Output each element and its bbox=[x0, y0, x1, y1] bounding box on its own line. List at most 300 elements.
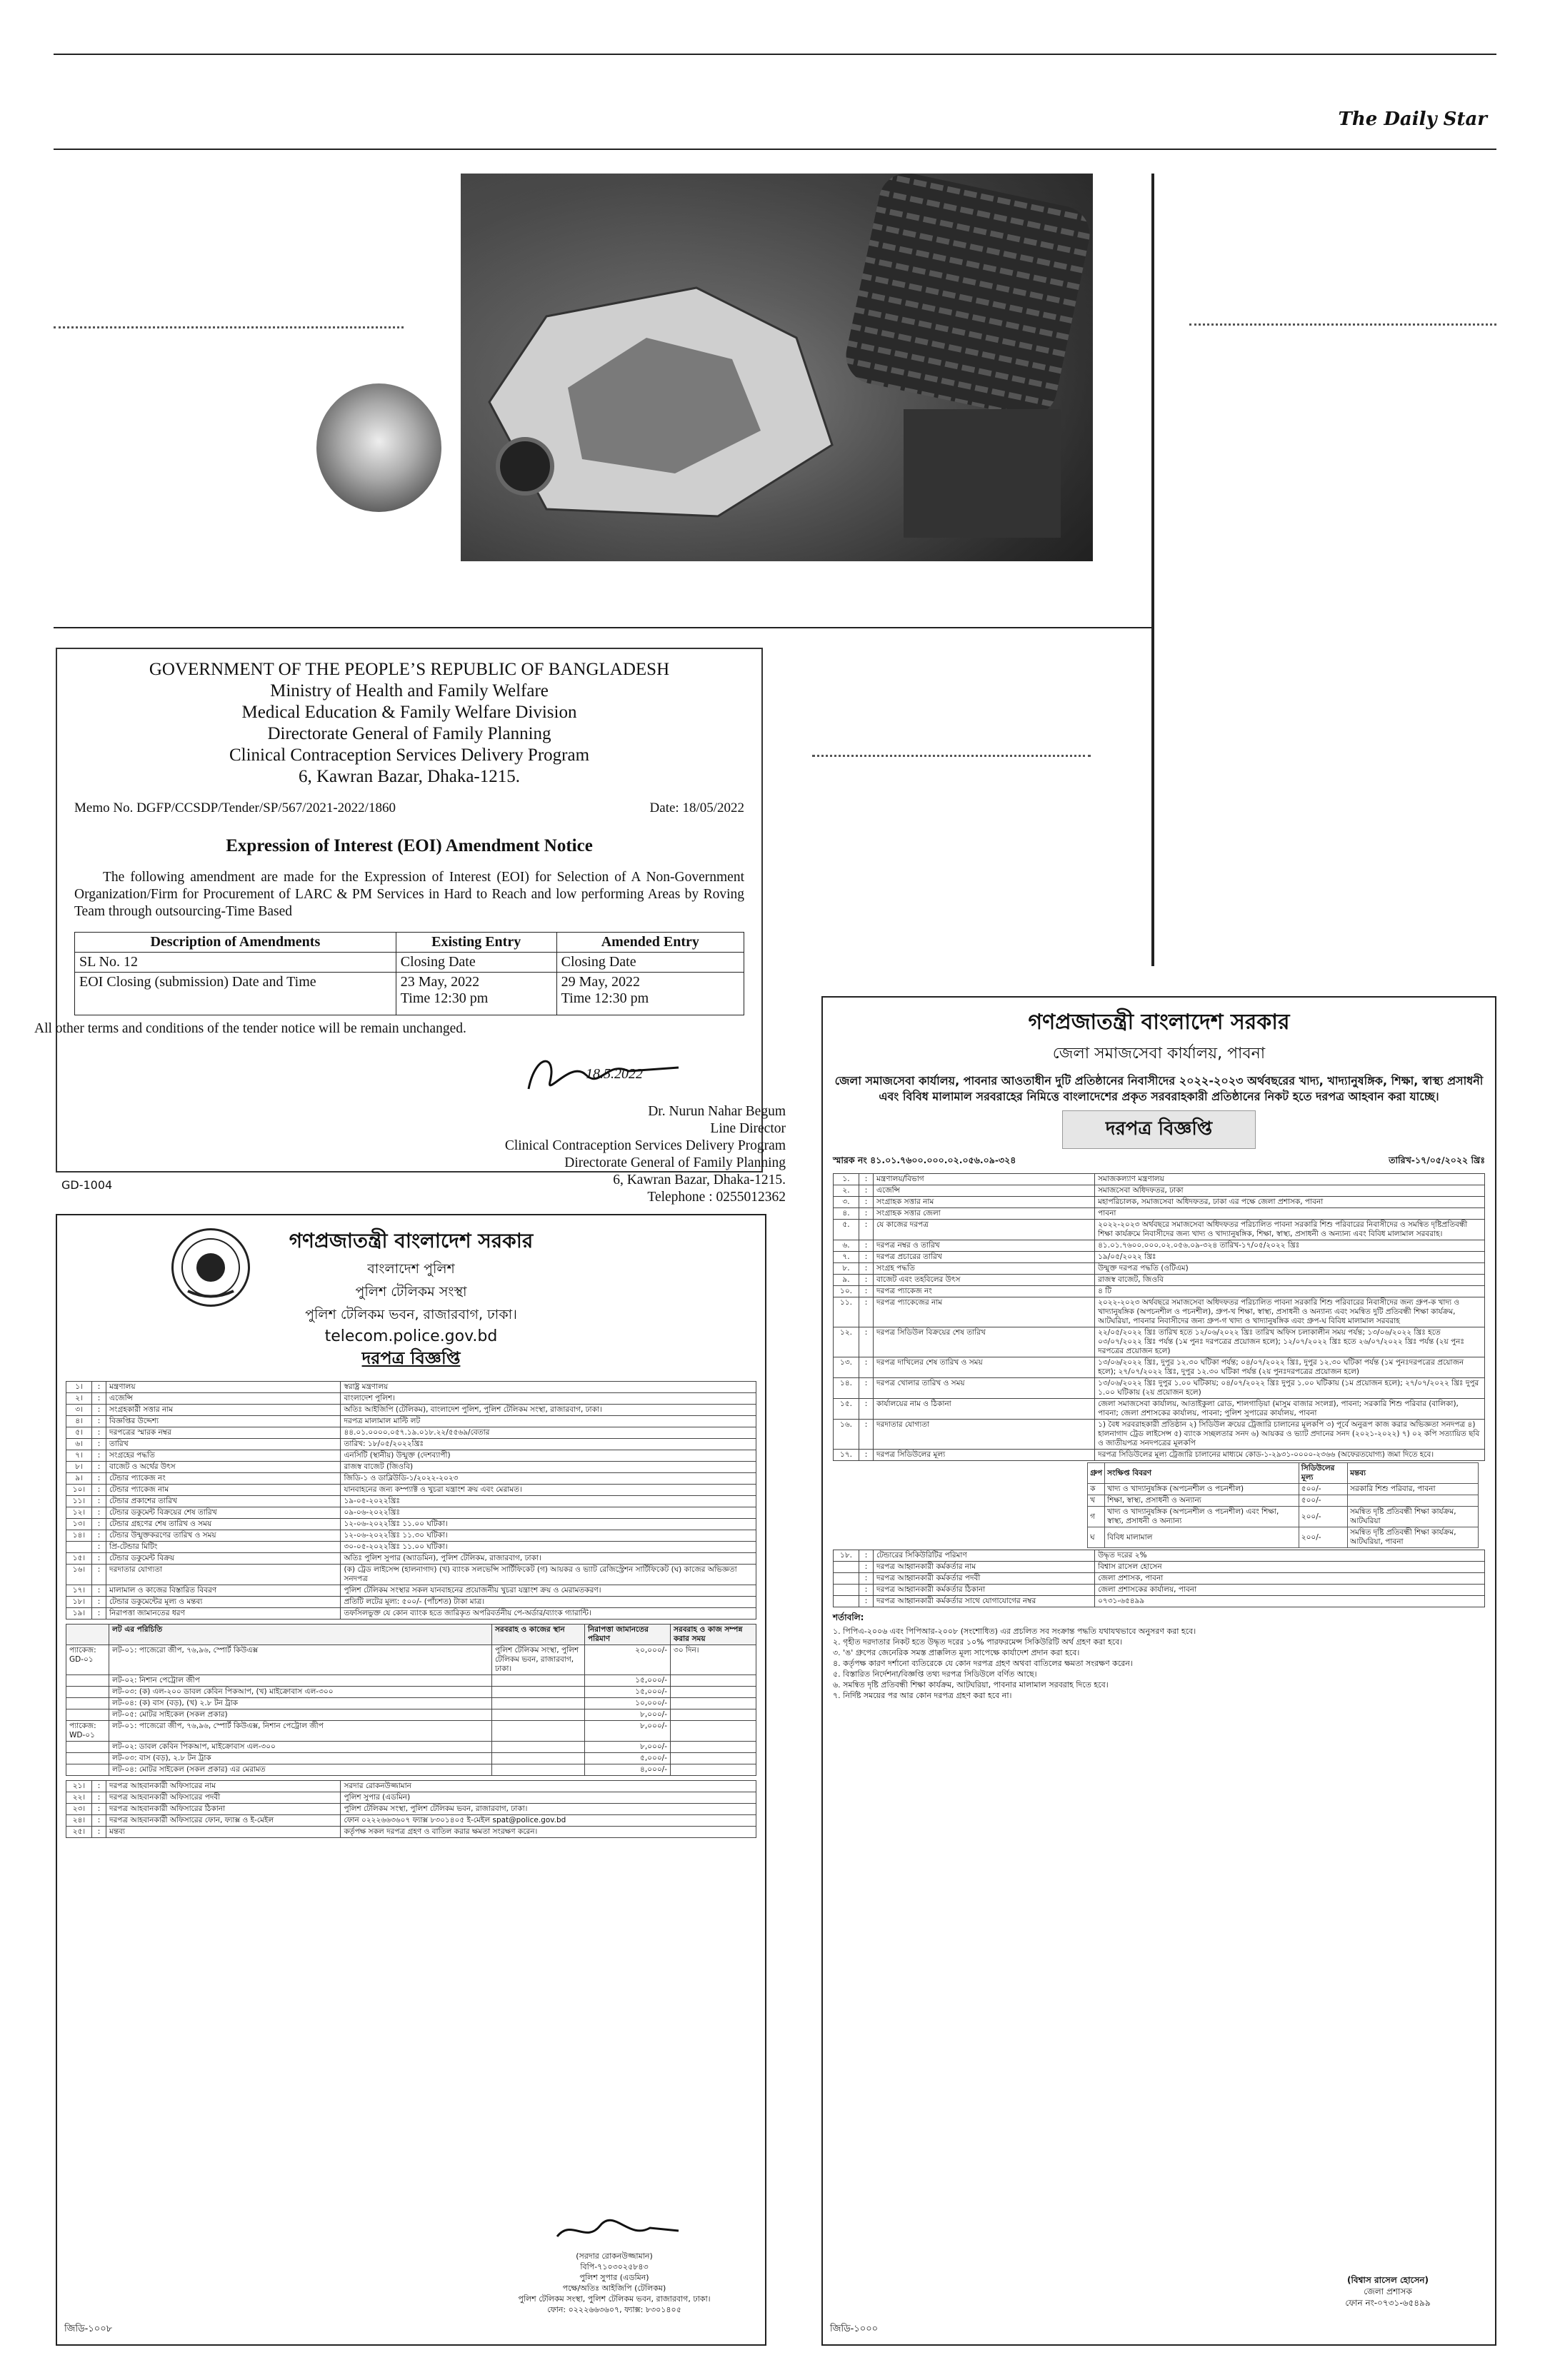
row-number: ২৫। bbox=[66, 1827, 92, 1838]
term-item: ৩. 'ঙ' গ্রুপের জেনেরিক সমস্ত প্রাক্কলিত মূল্য সাপেক্ষে কার্যাদেশ প্রদান করা হবে। bbox=[833, 1648, 1080, 1657]
table-row bbox=[834, 1252, 1485, 1263]
eoi-sign-block bbox=[500, 1103, 786, 1206]
row-value: জেলা সমাজসেবা কার্যালয়, আতাইকুলা রোড, শালগাড়িয়া (মাসুম বাজার সংলগ্ন), পাবনা; সরকারি শিশু পরিবার (বালিকা), পাবনা; জেলা প্রশাসকের কার্যালয়, পাবনা; পুলিশ সুপারের কার্যালয়, পাবনা bbox=[1095, 1399, 1485, 1420]
row-value: ১২-০৬-২০২২খ্রিঃ ১১.০০ ঘটিকা। bbox=[341, 1519, 756, 1530]
row-colon: : bbox=[92, 1405, 106, 1416]
table-row bbox=[834, 1420, 1485, 1450]
row-label: সংগ্রহের পদ্ধতি bbox=[106, 1450, 341, 1462]
eoi-body: The following amendment are made for the Expression of Interest (EOI) for Selection of A Non-Government Organization/Firm for Procurement of LARC & PM Services in Hard to Reach and low performing Areas by Roving Team through outsourcing-Time Based bbox=[74, 870, 744, 919]
separator-dots bbox=[1189, 323, 1496, 326]
police-signer-name: (সরদার রোকনউজ্জামান) bbox=[576, 2251, 653, 2261]
price-col-header: সিডিউলের মূল্য bbox=[1299, 1463, 1347, 1484]
row-value: ১২-০৬-২০২২খ্রিঃ ১১.৩০ ঘটিকা। bbox=[341, 1530, 756, 1542]
table-row bbox=[66, 1427, 756, 1439]
table-row bbox=[66, 1507, 756, 1519]
table-row bbox=[834, 1562, 1485, 1573]
row-label: টেন্ডার উন্মুক্তকরণের তারিখ ও সময় bbox=[106, 1530, 341, 1542]
row-number: ১৩। bbox=[66, 1519, 92, 1530]
police-signer-phone: ফোন: ০২২২৬৬৩৬০৭, ফ্যাক্স: ৮৩০১৪০৫ bbox=[547, 2305, 681, 2314]
row-value: প্রতিটি লটের মূল্য: ৫০০/- (পাঁচশত) টাকা মাত্র। bbox=[341, 1597, 756, 1608]
row-colon: : bbox=[859, 1240, 874, 1252]
lot-col-pkg bbox=[66, 1625, 109, 1645]
row-colon: : bbox=[92, 1542, 106, 1553]
row-colon: : bbox=[859, 1420, 874, 1450]
pabna-code: জিডি-১০০০ bbox=[830, 2324, 879, 2334]
accident-photo bbox=[461, 174, 1093, 561]
row-number: ২৪। bbox=[66, 1815, 92, 1827]
row-colon: : bbox=[859, 1327, 874, 1357]
lot-col-place: সরবরাহ ও কাজের স্থান bbox=[492, 1625, 585, 1645]
row-label: দরপত্র দাখিলের শেষ তারিখ ও সময় bbox=[874, 1357, 1095, 1378]
row-number: ১১. bbox=[834, 1297, 859, 1327]
term-item: ৬. সমন্বিত দৃষ্টি প্রতিবন্ধী শিক্ষা কার্যক্রম, আটঘরিয়া, পাবনার মালামাল সরবরাহ দিতে হবে। bbox=[833, 1680, 1109, 1689]
price-cell: গ bbox=[1088, 1507, 1105, 1527]
masthead-rule bbox=[54, 149, 1496, 150]
row-number: ১৬. bbox=[834, 1420, 859, 1450]
row-label: দরপত্র প্যাকেজ নং bbox=[874, 1286, 1095, 1297]
row-label: দরপত্র প্রচারের তারিখ bbox=[874, 1252, 1095, 1263]
row-label: দরপত্র আহবানকারী অফিসারের পদবী bbox=[106, 1792, 341, 1804]
lot-time bbox=[671, 1742, 756, 1753]
row-colon: : bbox=[859, 1562, 874, 1573]
row-label: দরপত্র খোলার তারিখ ও সময় bbox=[874, 1378, 1095, 1399]
row-label: দরপত্র আহবানকারী অফিসারের ফোন, ফ্যাক্স ও ই-মেইল bbox=[106, 1815, 341, 1827]
lot-time bbox=[671, 1687, 756, 1698]
row-value: (ক) ট্রেড লাইসেন্স (হালনাগাদ) (খ) ব্যাংক সলভেন্সি সার্টিফিকেট (গ) আয়কর ও ভ্যাট রেজিস্ট্রেশন সার্টিফিকেট (ঘ) কাজের অভিজ্ঞতা সনদপত্র bbox=[341, 1565, 756, 1585]
table-row bbox=[66, 1542, 756, 1553]
signature-date: 18.5.2022 bbox=[586, 1066, 643, 1082]
pabna-tender-notice bbox=[821, 996, 1496, 2346]
police-website: telecom.police.gov.bd bbox=[324, 1327, 498, 1345]
lot-row bbox=[66, 1675, 756, 1687]
table-row bbox=[834, 1596, 1485, 1607]
row-value: ০৯-০৬-২০২২খ্রিঃ bbox=[341, 1507, 756, 1519]
price-cell: সমন্বিত দৃষ্টি প্রতিবন্ধী শিক্ষা কার্যক্রম, আটঘরিয়া bbox=[1348, 1507, 1479, 1527]
signer-address: 6, Kawran Bazar, Dhaka-1215. bbox=[613, 1173, 786, 1188]
row-colon: : bbox=[92, 1565, 106, 1585]
price-cell: ৫০০/- bbox=[1299, 1484, 1347, 1495]
row-value: উদ্ধৃত দরের ২% bbox=[1095, 1550, 1485, 1562]
row-number: ২১। bbox=[66, 1781, 92, 1792]
pabna-signer-title: জেলা প্রশাসক bbox=[1364, 2286, 1412, 2296]
table-row bbox=[834, 1185, 1485, 1197]
row-value: দরপত্র মালামাল মাল্টি লট bbox=[341, 1416, 756, 1427]
row-label: টেন্ডার গ্রহণের শেষ তারিখ ও সময় bbox=[106, 1519, 341, 1530]
row-amended: Closing Date bbox=[556, 953, 744, 973]
row-colon: : bbox=[92, 1439, 106, 1450]
lot-description: লট-০২: নিশান পেট্রোল জীপ bbox=[109, 1675, 492, 1687]
price-cell: খ bbox=[1088, 1495, 1105, 1507]
table-row bbox=[834, 1174, 1485, 1185]
existing-date: 23 May, 2022 bbox=[400, 974, 480, 990]
row-value: ৪৪.০১.০০০০.০৫৭.১৯.০১৮.২২/৫৫৬৯/বেতার bbox=[341, 1427, 756, 1439]
lot-security: ৮,০০০/- bbox=[585, 1742, 671, 1753]
lot-security: ৪,০০০/- bbox=[585, 1764, 671, 1776]
police-signature bbox=[486, 2215, 743, 2315]
eoi-memo-number: Memo No. DGFP/CCSDP/Tender/SP/567/2021-2022/1860 bbox=[74, 800, 396, 815]
lot-package: প্যাকেজ: GD-০১ bbox=[66, 1645, 109, 1675]
lot-package: প্যাকেজ: WD-০১ bbox=[66, 1721, 109, 1742]
lot-package bbox=[66, 1675, 109, 1687]
row-colon: : bbox=[92, 1597, 106, 1608]
lot-security: ২০,০০০/- bbox=[585, 1645, 671, 1675]
row-number: ৯। bbox=[66, 1473, 92, 1485]
price-cell bbox=[1348, 1495, 1479, 1507]
lot-place bbox=[492, 1721, 585, 1742]
row-label: যে কাজের দরপত্র bbox=[874, 1220, 1095, 1240]
row-value: জেলা প্রশাসকের কার্যালয়, পাবনা bbox=[1095, 1585, 1485, 1596]
row-label: দরপত্রের স্মারক নম্বর bbox=[106, 1427, 341, 1439]
amendment-table bbox=[74, 932, 744, 1015]
row-number: ১০। bbox=[66, 1485, 92, 1496]
row-value: কর্তৃপক্ষ সকল দরপত্র গ্রহণ ও বাতিল করার ক্ষমতা সংরক্ষণ করেন। bbox=[341, 1827, 756, 1838]
price-cell: ২০০/- bbox=[1299, 1527, 1347, 1548]
signer-title: Line Director bbox=[710, 1121, 786, 1136]
row-label: সংগ্রাহক সত্তার নাম bbox=[874, 1197, 1095, 1208]
table-row bbox=[66, 1792, 756, 1804]
row-colon: : bbox=[92, 1485, 106, 1496]
lot-col-desc: লট এর পরিচিতি bbox=[109, 1625, 492, 1645]
row-value: রাজস্ব বাজেট (জিওবি) bbox=[341, 1462, 756, 1473]
row-value: ১৯/০৫/২০২২ খ্রিঃ bbox=[1095, 1252, 1485, 1263]
row-existing bbox=[396, 973, 556, 1015]
police-signer-address: পুলিশ টেলিকম সংস্থা, পুলিশ টেলিকম ভবন, রাজারবাগ, ঢাকা। bbox=[518, 2294, 711, 2304]
lot-time bbox=[671, 1698, 756, 1709]
price-row bbox=[1088, 1507, 1479, 1527]
lot-row bbox=[66, 1698, 756, 1709]
row-colon: : bbox=[92, 1393, 106, 1405]
lot-place bbox=[492, 1698, 585, 1709]
lot-security: ১৫,০০০/- bbox=[585, 1675, 671, 1687]
row-value: দরপত্র সিডিউলের মূল্য ট্রেজারি চালানের মাধ্যমে কোড-১-২৯৩১-০০০০-২৩৬৬ (অফেরতযোগ্য) জমা দিতে হবে। bbox=[1095, 1450, 1485, 1461]
row-colon: : bbox=[859, 1174, 874, 1185]
lot-package bbox=[66, 1698, 109, 1709]
row-desc: SL No. 12 bbox=[75, 953, 396, 973]
row-number: ১৪. bbox=[834, 1378, 859, 1399]
row-number: ৬। bbox=[66, 1439, 92, 1450]
lot-place bbox=[492, 1742, 585, 1753]
lot-description: লট-০১: পাজেরো জীপ, ৭৬,৯৬, স্পোর্ট কিউএক্স bbox=[109, 1645, 492, 1675]
row-number: ১৭. bbox=[834, 1450, 859, 1461]
table-row bbox=[834, 1573, 1485, 1585]
row-number: ২৩। bbox=[66, 1804, 92, 1815]
row-colon: : bbox=[92, 1462, 106, 1473]
lot-time bbox=[671, 1753, 756, 1764]
eoi-ministry-line: Ministry of Health and Family Welfare bbox=[270, 681, 549, 701]
pabna-lead: জেলা সমাজসেবা কার্যালয়, পাবনার আওতাধীন দুটি প্রতিষ্ঠানের নিবাসীদের ২০২২-২০২৩ অর্থবছরের খাদ্য, খাদ্যানুষঙ্গিক, শিক্ষা, স্বাস্থ্য প্রসাধনী এবং বিবিধ মালামাল সরবরাহের নিমিত্তে বাংলাদেশের প্রকৃত সরবরাহকারী প্রতিষ্ঠানের নিকট হতে দরপত্র আহবান করা যাচ্ছে। bbox=[834, 1074, 1484, 1103]
row-colon: : bbox=[92, 1585, 106, 1597]
row-colon: : bbox=[859, 1252, 874, 1263]
table-row bbox=[834, 1357, 1485, 1378]
row-number: ৩। bbox=[66, 1405, 92, 1416]
lot-security: ১০,০০০/- bbox=[585, 1698, 671, 1709]
row-label: দরপত্র সিডিউলের মূল্য bbox=[874, 1450, 1095, 1461]
lot-row bbox=[66, 1764, 756, 1776]
police-code: জিডি-১০০৮ bbox=[64, 2324, 113, 2334]
row-colon: : bbox=[859, 1378, 874, 1399]
signature-scribble bbox=[543, 2215, 686, 2248]
row-value: ০৭৩১-৬৫৪৯৯ bbox=[1095, 1596, 1485, 1607]
row-colon: : bbox=[859, 1357, 874, 1378]
row-value: বাংলাদেশ পুলিশ। bbox=[341, 1393, 756, 1405]
eoi-code: GD-1004 bbox=[61, 1178, 113, 1192]
table-row bbox=[66, 1485, 756, 1496]
table-row bbox=[834, 1327, 1485, 1357]
table-row bbox=[834, 1450, 1485, 1461]
row-value: সরদার রোকনউজ্জামান bbox=[341, 1781, 756, 1792]
table-row bbox=[66, 1827, 756, 1838]
table-row bbox=[66, 1462, 756, 1473]
table-row bbox=[834, 1197, 1485, 1208]
lot-place bbox=[492, 1675, 585, 1687]
eoi-directorate-line: Directorate General of Family Planning bbox=[267, 724, 551, 743]
row-value: ৩০-০৫-২০২২খ্রিঃ ১১.০০ ঘটিকা। bbox=[341, 1542, 756, 1553]
row-value: জেলা প্রশাসক, পাবনা bbox=[1095, 1573, 1485, 1585]
row-value: স্বরাষ্ট্র মন্ত্রণালয় bbox=[341, 1382, 756, 1393]
row-number: ৪. bbox=[834, 1208, 859, 1220]
lot-description: লট-০১: পাজেরো জীপ, ৭৬,৯৬, স্পোর্ট কিউএক্স, নিশান পেট্রোল জীপ bbox=[109, 1721, 492, 1742]
lot-security: ৫,০০০/- bbox=[585, 1753, 671, 1764]
table-row bbox=[834, 1399, 1485, 1420]
police-badge-icon bbox=[174, 1230, 248, 1305]
row-label: টেন্ডার প্যাকেজ নাম bbox=[106, 1485, 341, 1496]
table-row bbox=[66, 1565, 756, 1585]
lot-time bbox=[671, 1764, 756, 1776]
lot-place bbox=[492, 1764, 585, 1776]
row-number: ৭। bbox=[66, 1450, 92, 1462]
lot-row bbox=[66, 1645, 756, 1675]
row-number: ১৫। bbox=[66, 1553, 92, 1565]
inset-photo bbox=[316, 383, 441, 512]
lot-package bbox=[66, 1764, 109, 1776]
row-colon: : bbox=[92, 1382, 106, 1393]
row-label: মালামাল ও কাজের বিস্তারিত বিবরণ bbox=[106, 1585, 341, 1597]
row-label: টেন্ডার ডকুমেন্ট বিক্রয়ের শেষ তারিখ bbox=[106, 1507, 341, 1519]
table-row bbox=[66, 1393, 756, 1405]
row-label: দরদাতার যোগ্যতা bbox=[106, 1565, 341, 1585]
row-colon: : bbox=[859, 1220, 874, 1240]
lot-package bbox=[66, 1687, 109, 1698]
row-colon: : bbox=[859, 1208, 874, 1220]
row-label: দরপত্র আহ্বানকারী কর্মকর্তার পদবী bbox=[874, 1573, 1095, 1585]
lot-security: ৮,০০০/- bbox=[585, 1721, 671, 1742]
row-label: দরদাতার যোগ্যতা bbox=[874, 1420, 1095, 1450]
row-colon: : bbox=[859, 1450, 874, 1461]
price-cell: সরকারি শিশু পরিবার, পাবনা bbox=[1348, 1484, 1479, 1495]
lot-package bbox=[66, 1753, 109, 1764]
pabna-price-table bbox=[1087, 1462, 1479, 1548]
wreck-illustration bbox=[461, 174, 1093, 561]
existing-time: Time 12:30 pm bbox=[400, 990, 489, 1006]
pabna-date: তারিখ-১৭/০৫/২০২২ খ্রিঃ bbox=[1389, 1155, 1485, 1165]
row-number: ১৯। bbox=[66, 1608, 92, 1620]
row-value: পুলিশ টেলিকম সংস্থা, পুলিশ টেলিকম ভবন, রাজারবাগ, ঢাকা। bbox=[341, 1804, 756, 1815]
row-amended bbox=[556, 973, 744, 1015]
row-number: ১৫. bbox=[834, 1399, 859, 1420]
price-col-header: মন্তব্য bbox=[1348, 1463, 1479, 1484]
pabna-sub: জেলা সমাজসেবা কার্যালয়, পাবনা bbox=[1052, 1045, 1266, 1063]
police-signer-behalf: পক্ষে/অতিঃ আইজিপি (টেলিকম) bbox=[562, 2284, 666, 2293]
table-row bbox=[66, 1804, 756, 1815]
table-row bbox=[834, 1585, 1485, 1596]
row-value: রাজস্ব বাজেট, জিওবি bbox=[1095, 1275, 1485, 1286]
pabna-signer-phone: ফোন নং-০৭৩১-৬৫৪৯৯ bbox=[1345, 2298, 1431, 2308]
row-label: টেন্ডার প্যাকেজ নং bbox=[106, 1473, 341, 1485]
row-label: দরপত্র আহ্বানকারী কর্মকর্তার নাম bbox=[874, 1562, 1095, 1573]
row-value: পাবনা bbox=[1095, 1208, 1485, 1220]
lot-place bbox=[492, 1709, 585, 1721]
table-row bbox=[66, 1585, 756, 1597]
row-colon: : bbox=[859, 1197, 874, 1208]
price-cell: খাদ্য ও খাদ্যানুষঙ্গিক (অপচনশীল ও পচনশীল) এবং শিক্ষা, স্বাস্থ্য, প্রসাধনী ও অন্যান্য bbox=[1105, 1507, 1299, 1527]
price-cell: ক bbox=[1088, 1484, 1105, 1495]
row-number bbox=[834, 1573, 859, 1585]
pabna-signature bbox=[1295, 2274, 1481, 2309]
row-value: এনসিটি (স্থানীয়) উন্মুক্ত (দেশব্যাপী) bbox=[341, 1450, 756, 1462]
row-colon: : bbox=[859, 1286, 874, 1297]
row-value: উন্মুক্ত দরপত্র পদ্ধতি (ওটিএম) bbox=[1095, 1263, 1485, 1275]
row-value: ৪ টি bbox=[1095, 1286, 1485, 1297]
row-label: প্রি-টেন্ডার মিটিং bbox=[106, 1542, 341, 1553]
row-colon: : bbox=[92, 1804, 106, 1815]
row-label: মন্ত্রণালয় bbox=[106, 1382, 341, 1393]
row-desc-text: EOI Closing (submission) Date and Time bbox=[79, 974, 316, 990]
pabna-officer-table bbox=[833, 1550, 1485, 1607]
row-desc bbox=[75, 973, 396, 1015]
row-number: ১৭। bbox=[66, 1585, 92, 1597]
signer-program: Clinical Contraception Services Delivery Program bbox=[504, 1138, 786, 1153]
police-notice-title: দরপত্র বিজ্ঞপ্তি bbox=[361, 1348, 461, 1368]
row-value: বিশ্বাস রাসেল হোসেন bbox=[1095, 1562, 1485, 1573]
row-value: অতিঃ পুলিশ সুপার (অ্যাডমিন), পুলিশ টেলিকম, রাজারবাগ, ঢাকা। bbox=[341, 1553, 756, 1565]
row-number: ১৮. bbox=[834, 1550, 859, 1562]
price-row bbox=[1088, 1495, 1479, 1507]
row-label: দরপত্র আহ্বানকারী কর্মকর্তার সাথে যোগাযোগের নম্বর bbox=[874, 1596, 1095, 1607]
row-colon: : bbox=[92, 1519, 106, 1530]
row-colon: : bbox=[92, 1530, 106, 1542]
row-value: ফোন ০২২২৬৬৩৬০৭ ফ্যাক্স ৮৩০১৪০৫ ই-মেইল spat@police.gov.bd bbox=[341, 1815, 756, 1827]
lot-time bbox=[671, 1675, 756, 1687]
lot-time bbox=[671, 1709, 756, 1721]
table-row bbox=[66, 1597, 756, 1608]
row-label: এজেন্সি bbox=[874, 1185, 1095, 1197]
price-row bbox=[1088, 1527, 1479, 1548]
lot-time bbox=[671, 1721, 756, 1742]
table-row bbox=[834, 1220, 1485, 1240]
row-number: ১. bbox=[834, 1174, 859, 1185]
row-value: জিডি-১ ও ডাব্লিউডি-১/২০২২-২০২৩ bbox=[341, 1473, 756, 1485]
signer-telephone: Telephone : 0255012362 bbox=[647, 1190, 786, 1205]
row-number: ১০. bbox=[834, 1286, 859, 1297]
price-row bbox=[1088, 1484, 1479, 1495]
lot-description: লট-০২: ডাবল কেবিন পিকআপ, মাইক্রোবাস এল-৩০০ bbox=[109, 1742, 492, 1753]
row-value: ২০২২-২০২৩ অর্থবছরে সমাজসেবা অধিদফতর পরিচালিত পাবনা সরকারি শিশু পরিবারের নিবাসীদের জন্য গ্রুপ-ক খাদ্য ও খাদ্যানুষঙ্গিক (অপচনশীল ও পচনশীল), গ্রুপ-খ শিক্ষা, স্বাস্থ্য, প্রসাধনী ও অন্যান্য এবং সমন্বিত দুটি প্রতিবন্ধী শিক্ষা কার্যক্রম, আটঘরিয়া, পাবনার নিবাসীদের জন্য গ্রুপ-গ খাদ্য ও খাদ্যানুষঙ্গিক এবং গ্রুপ-ঘ বিবিধ মালামাল সরবরাহ bbox=[1095, 1297, 1485, 1327]
table-row bbox=[66, 1530, 756, 1542]
amended-date: 29 May, 2022 bbox=[561, 974, 640, 990]
row-number bbox=[834, 1585, 859, 1596]
row-colon: : bbox=[92, 1608, 106, 1620]
row-number: ২. bbox=[834, 1185, 859, 1197]
row-number: ১। bbox=[66, 1382, 92, 1393]
row-colon: : bbox=[859, 1585, 874, 1596]
row-number: ১২. bbox=[834, 1327, 859, 1357]
table-row bbox=[66, 1473, 756, 1485]
lot-description: লট-০৪: (ক) বাস (বড়), (খ) ২.৮ টন ট্রাক bbox=[109, 1698, 492, 1709]
row-label: দরপত্র আহবানকারী অফিসারের ঠিকানা bbox=[106, 1804, 341, 1815]
row-label: সংগ্রহকারী সত্তার নাম bbox=[106, 1405, 341, 1416]
police-signer-title: পুলিশ সুপার (এডমিন) bbox=[579, 2273, 649, 2282]
pabna-info-table bbox=[833, 1173, 1485, 1461]
table-row bbox=[834, 1286, 1485, 1297]
row-colon: : bbox=[92, 1496, 106, 1507]
police-tender-notice bbox=[56, 1214, 766, 2346]
row-label: কার্যালয়ের নাম ও ঠিকানা bbox=[874, 1399, 1095, 1420]
row-number: ১২। bbox=[66, 1507, 92, 1519]
row-colon: : bbox=[92, 1450, 106, 1462]
row-label: এজেন্সি bbox=[106, 1393, 341, 1405]
price-header-row bbox=[1088, 1463, 1479, 1484]
row-number: ৪। bbox=[66, 1416, 92, 1427]
row-value: যানবাহনের জন্য কম্প্যাক্ট ও খুচরা যন্ত্রাংশ ক্রয় এবং মেরামত। bbox=[341, 1485, 756, 1496]
table-row bbox=[66, 1781, 756, 1792]
row-colon: : bbox=[92, 1815, 106, 1827]
row-colon: : bbox=[859, 1275, 874, 1286]
police-sub-3: পুলিশ টেলিকম ভবন, রাজারবাগ, ঢাকা। bbox=[305, 1307, 517, 1322]
row-number: ১৬। bbox=[66, 1565, 92, 1585]
lot-description: লট-০৫: মোটর সাইকেল (সকল প্রকার) bbox=[109, 1709, 492, 1721]
lot-col-time: সরবরাহ ও কাজ সম্পন্ন করার সময় bbox=[671, 1625, 756, 1645]
term-item: ৭. নির্দিষ্ট সময়ের পর আর কোন দরপত্র গ্রহণ করা হবে না। bbox=[833, 1691, 1012, 1700]
row-colon: : bbox=[859, 1263, 874, 1275]
table-row bbox=[834, 1263, 1485, 1275]
lot-place: পুলিশ টেলিকম সংস্থা, পুলিশ টেলিকম ভবন, রাজারবাগ, ঢাকা। bbox=[492, 1645, 585, 1675]
row-label: বাজেট ও অর্থের উৎস bbox=[106, 1462, 341, 1473]
row-colon: : bbox=[859, 1297, 874, 1327]
price-cell: ঘ bbox=[1088, 1527, 1105, 1548]
col-existing: Existing Entry bbox=[396, 933, 556, 953]
police-info-table bbox=[66, 1381, 756, 1620]
masthead-logo: The Daily Star bbox=[1338, 109, 1487, 130]
lot-time: ৩০ দিন। bbox=[671, 1645, 756, 1675]
eoi-header bbox=[74, 659, 744, 788]
table-row bbox=[66, 1519, 756, 1530]
row-colon: : bbox=[92, 1781, 106, 1792]
table-row bbox=[66, 1405, 756, 1416]
row-number: ৩. bbox=[834, 1197, 859, 1208]
amended-time: Time 12:30 pm bbox=[561, 990, 649, 1006]
col-description: Description of Amendments bbox=[75, 933, 396, 953]
row-colon: : bbox=[859, 1596, 874, 1607]
row-number: ২। bbox=[66, 1393, 92, 1405]
signer-directorate: Directorate General of Family Planning bbox=[564, 1155, 786, 1170]
col-amended: Amended Entry bbox=[556, 933, 744, 953]
row-value: তারিখ: ১৮/০৫/২০২২খ্রিঃ bbox=[341, 1439, 756, 1450]
row-label: বিজ্ঞপ্তির উদ্দেশ্য bbox=[106, 1416, 341, 1427]
police-sub-1: বাংলাদেশ পুলিশ bbox=[367, 1261, 455, 1277]
row-colon: : bbox=[859, 1573, 874, 1585]
lot-place bbox=[492, 1753, 585, 1764]
row-value: ১৯-০৫-২০২২খ্রিঃ bbox=[341, 1496, 756, 1507]
table-row bbox=[66, 1382, 756, 1393]
row-label: সংগ্রাহক সত্তার জেলা bbox=[874, 1208, 1095, 1220]
row-value: ২২/০৫/২০২২ খ্রিঃ তারিখ হতে ১২/০৬/২০২২ খ্রিঃ তারিখ অফিস চলাকালীন সময় পর্যন্ত; ১৩/০৬/২০২২ খ্রিঃ হতে ০৩/০৭/২০২২ খ্রিঃ পর্যন্ত (১ম পুনঃ দরপত্রের প্রয়োজন হলে); ১২/০৭/২০২২ খ্রিঃ হতে ২৬/০৭/২০২২ খ্রিঃ পর্যন্ত (২য় পুনঃ দরপত্রের প্রয়োজন হলে) bbox=[1095, 1327, 1485, 1357]
table-row bbox=[75, 973, 744, 1015]
row-number: ৮। bbox=[66, 1462, 92, 1473]
price-cell: বিবিধ মালামাল bbox=[1105, 1527, 1299, 1548]
term-item: ৫. বিস্তারিত নির্দেশনা/বিজ্ঞপ্তি তথ্য দরপত্র সিডিউলে বর্ণিত আছে। bbox=[833, 1669, 1037, 1679]
row-label: দরপত্র সিডিউল বিক্রয়ের শেষ তারিখ bbox=[874, 1327, 1095, 1357]
row-value: পুলিশ সুপার (এডমিন) bbox=[341, 1792, 756, 1804]
